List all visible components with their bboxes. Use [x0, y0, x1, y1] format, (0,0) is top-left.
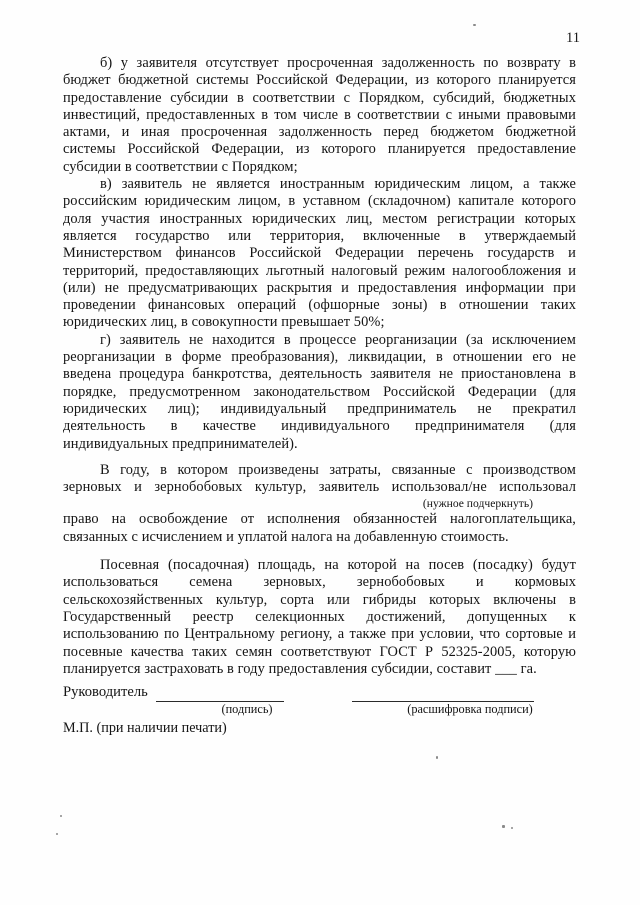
scan-speck: [56, 833, 58, 835]
signature-blank-line: [156, 686, 284, 702]
scan-speck: [60, 815, 62, 817]
seal-note: М.П. (при наличии печати): [63, 719, 227, 736]
signature-block: [63, 684, 576, 737]
sowing-area-clause: Посевная (посадочная) площадь, на которой на посев (посадку) будут использоваться семена зерновых, зернобобовых и кормовых сельскохозяйственных культур, сорта или гибриды которых включены в Государственный реестр селекционных достижений, допущенных к использованию по Центральному региону, а также при условии, что сортовые и посевные качества таких семян соответствуют ГОСТ Р 52325-2005, которую планируется застраховать в году предоставления субсидии, составит ___ га.: [63, 557, 576, 677]
signature-captions: [63, 702, 576, 717]
vat-clause-continuation: право на освобождение от исполнения обязанностей налогоплательщика, связанных с исчислением и уплатой налога на добавленную стоимость.: [63, 511, 576, 545]
paragraph-clause-v: в) заявитель не является иностранным юридическим лицом, а также российским юридическим лицом, в уставном (складочном) капитале которого доля участия иностранных юридических лиц, местом регистрации которых является государство или территория, включенные в утверждаемый Министерством финансов Российской Федерации перечень государств и территорий, предоставляющих льготный налоговый режим налогообложения и (или) не предусматривающих раскрытия и предоставления информации при проведении финансовых операций (офшорные зоны) в отношении таких юридических лиц, в совокупности превышает 50%;: [63, 176, 576, 331]
paragraph-clause-g: г) заявитель не находится в процессе реорганизации (за исключением реорганизации в форме преобразования), ликвидации, в отношении его не введена процедура банкротства, деятельность заявителя не приостановлена в порядке, предусмотренном законодательством Российской Федерации (для юридических лиц); индивидуальный предприниматель не прекратил деятельность в качестве индивидуального предпринимателя (для индивидуальных предпринимателей).: [63, 331, 576, 452]
scan-speck: [473, 24, 476, 26]
transcript-caption: (расшифровка подписи): [407, 701, 533, 716]
vat-clause-text: В году, в котором произведены затраты, связанные с производством зерновых и зернобобовых культур, заявитель использовал/не использовал: [63, 461, 576, 496]
scan-speck: [436, 756, 438, 759]
paragraph-clause-b: б) у заявителя отсутствует просроченная задолженность по возврату в бюджет бюджетной системы Российской Федерации, из которого планируется предоставление субсидии в соответствии с Порядком, субсидий, бюджетных инвестиций, предоставленных в том числе в соответствии с иными правовыми актами, и иная просроченная задолженность перед бюджетом бюджетной системы Российской Федерации, из которого планируется предоставление субсидии в соответствии с Порядком;: [63, 55, 576, 175]
page-number: 11: [566, 30, 580, 46]
signature-row: [63, 684, 576, 702]
signature-role-label: Руководитель: [63, 684, 148, 701]
transcript-blank-line: [352, 686, 534, 702]
scan-speck: [502, 825, 505, 828]
scan-speck: [511, 827, 513, 829]
underline-instruction-note: (нужное подчеркнуть): [422, 497, 533, 511]
signature-caption: (подпись): [221, 701, 273, 716]
